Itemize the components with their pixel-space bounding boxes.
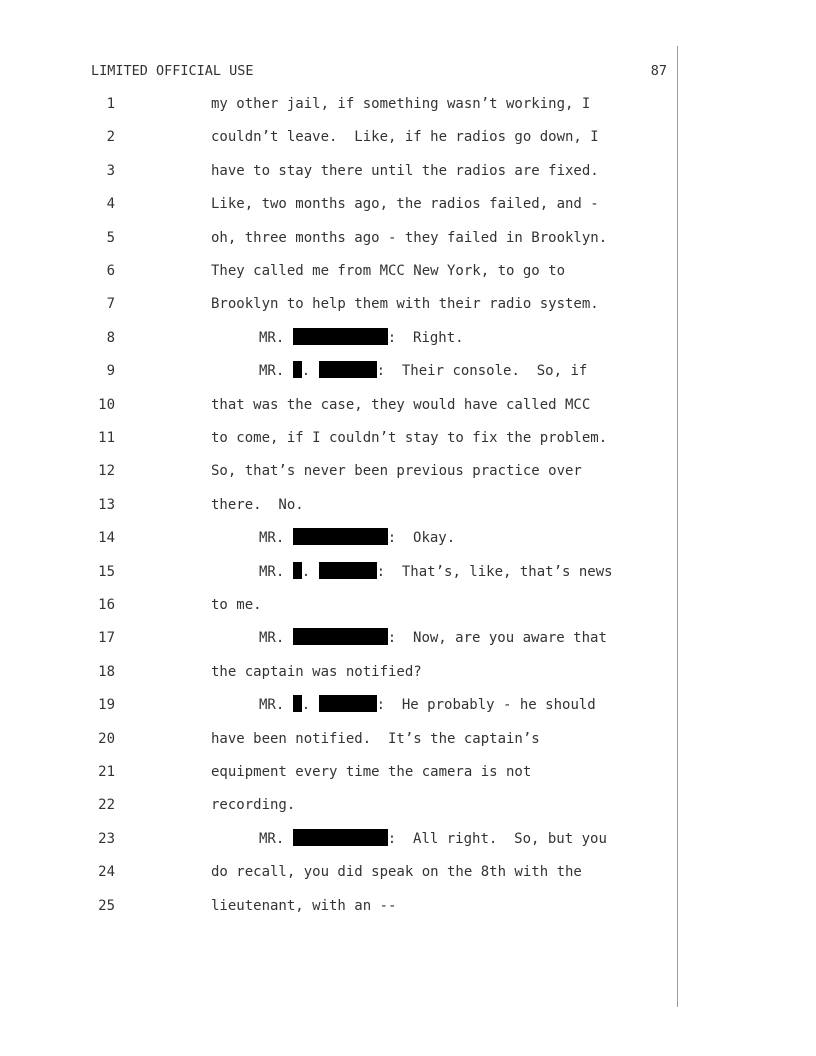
line-text: lieutenant, with an --: [211, 897, 397, 914]
line-number: 10: [98, 396, 115, 413]
line-text: have been notified. It’s the captain’s: [211, 730, 540, 747]
transcript-line: [0, 561, 680, 583]
line-text: Brooklyn to help them with their radio system.: [211, 296, 599, 313]
transcript-line: [0, 126, 680, 148]
page-number: 87: [650, 63, 667, 79]
transcript-line: [0, 460, 680, 482]
speaker-prefix: MR.: [259, 563, 285, 580]
transcript-line: [0, 160, 680, 182]
transcript-line: [0, 494, 680, 516]
speaker-line: [259, 828, 607, 850]
speaker-prefix: MR.: [259, 329, 285, 346]
line-number: 12: [98, 463, 115, 480]
line-number: 14: [98, 530, 115, 547]
line-number: 19: [98, 697, 115, 714]
line-number: 21: [98, 764, 115, 780]
redaction-block: [293, 628, 388, 645]
transcript-line: [0, 227, 680, 249]
line-number: 7: [106, 296, 115, 313]
speaker-line: MR. . : That’s, like, that’s news: [259, 563, 613, 580]
line-text: to come, if I couldn’t stay to fix the problem.: [211, 430, 608, 446]
line-text: equipment every time the camera is not: [211, 764, 532, 780]
transcript-line: [0, 394, 680, 416]
line-number: 23: [98, 830, 115, 847]
speaker-line: [259, 627, 607, 649]
line-text: to me.: [211, 597, 262, 613]
transcript-line: [0, 427, 680, 449]
speech-text: : Now, are you aware that: [387, 630, 607, 647]
line-text: the captain was notified?: [211, 663, 422, 680]
transcript-line: [0, 93, 680, 115]
speaker-prefix: MR.: [259, 697, 285, 714]
page-header: [91, 62, 667, 80]
transcript-line: [0, 728, 680, 750]
speech-text: : Okay.: [387, 530, 456, 547]
redaction-block: [293, 695, 302, 712]
line-number: 16: [98, 597, 115, 613]
line-text: couldn’t leave. Like, if he radios go down, I: [211, 129, 599, 146]
redaction-block: [319, 562, 377, 579]
speech-text: : All right. So, but you: [387, 830, 607, 847]
speech-text: : He probably - he should: [376, 697, 596, 714]
speaker-line: [259, 527, 455, 549]
line-number: 22: [98, 797, 115, 814]
transcript-line: [0, 193, 680, 215]
line-number: 17: [98, 630, 115, 647]
transcript-line: [0, 828, 680, 850]
speaker-prefix: MR.: [259, 830, 285, 847]
transcript-line: [0, 527, 680, 549]
speech-text: : That’s, like, that’s news: [376, 563, 613, 580]
transcript-line: [0, 794, 680, 816]
redaction-block: [293, 328, 388, 345]
line-number: 1: [106, 96, 115, 112]
transcript-line: [0, 861, 680, 883]
line-text: my other jail, if something wasn’t working, I: [211, 96, 591, 112]
redaction-block: [293, 361, 302, 378]
line-text: They called me from MCC New York, to go to: [211, 263, 566, 279]
redaction-block: [293, 829, 388, 846]
transcript-line: [0, 761, 680, 783]
redaction-block: [293, 562, 302, 579]
line-number: 25: [98, 897, 115, 914]
line-number: 3: [106, 162, 115, 179]
line-number: 8: [106, 329, 115, 346]
transcript-line: [0, 360, 680, 382]
redaction-block: [293, 528, 388, 545]
line-number: 24: [98, 864, 115, 881]
line-text: oh, three months ago - they failed in Brooklyn.: [211, 229, 608, 246]
line-text: have to stay there until the radios are fixed.: [211, 162, 599, 179]
speech-text: : Their console. So, if: [376, 363, 588, 380]
line-number: 4: [106, 196, 115, 213]
transcript-line: [0, 293, 680, 315]
transcript-line: [0, 694, 680, 716]
speaker-line: MR. . : Their console. So, if: [259, 363, 588, 380]
line-number: 11: [98, 430, 115, 446]
speech-text: : Right.: [387, 329, 464, 346]
line-number: 15: [98, 563, 115, 580]
speaker-prefix: MR.: [259, 530, 285, 547]
transcript-line: [0, 327, 680, 349]
speaker-line: MR. . : He probably - he should: [259, 697, 596, 714]
line-number: 5: [106, 229, 115, 246]
line-text: recording.: [211, 797, 296, 814]
line-text: there. No.: [211, 496, 304, 513]
redaction-block: [319, 695, 377, 712]
transcript-line: [0, 661, 680, 683]
speaker-prefix: MR.: [259, 630, 285, 647]
transcript-line: [0, 594, 680, 616]
speaker-prefix: MR.: [259, 363, 285, 380]
line-number: 13: [98, 496, 115, 513]
line-number: 9: [106, 363, 115, 380]
transcript-line: [0, 895, 680, 917]
redaction-block: [319, 361, 377, 378]
transcript-line: [0, 627, 680, 649]
line-text: Like, two months ago, the radios failed, and -: [211, 196, 599, 213]
speaker-line: [259, 327, 464, 349]
line-number: 6: [106, 263, 115, 279]
line-text: do recall, you did speak on the 8th with the: [211, 864, 582, 881]
line-text: that was the case, they would have called MCC: [211, 396, 591, 413]
line-text: So, that’s never been previous practice over: [211, 463, 582, 480]
line-number: 2: [106, 129, 115, 146]
line-number: 20: [98, 730, 115, 747]
transcript-line: [0, 260, 680, 282]
classification-marking: LIMITED OFFICIAL USE: [91, 63, 254, 79]
line-number: 18: [98, 663, 115, 680]
